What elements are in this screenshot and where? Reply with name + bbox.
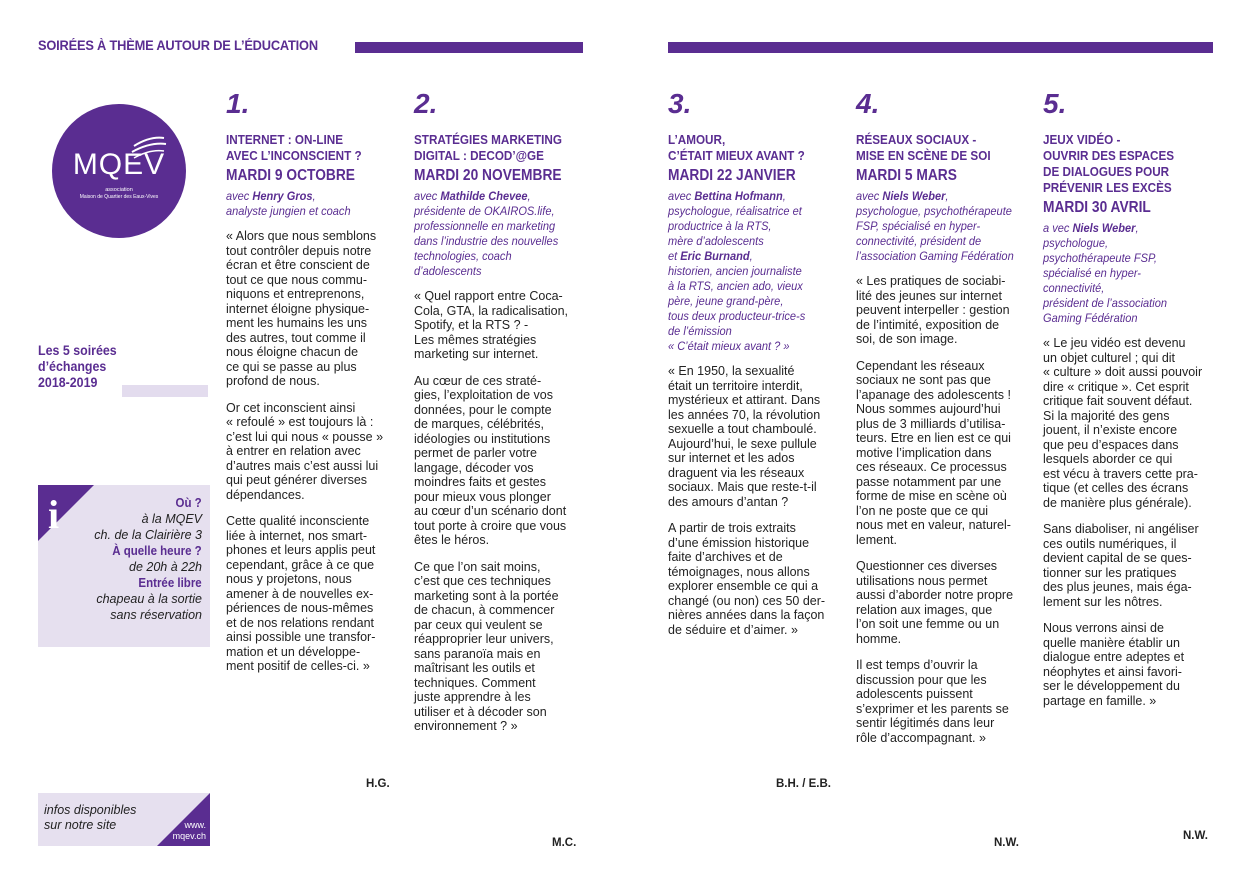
speaker-text: , analyste jungien et coach xyxy=(226,189,351,218)
description-paragraph: Ce que l’on sait moins, c’est que ces techniques marketing sont à la portée de chacun, à commencer par ceux qui veulent se réapproprier leur univers, sans paranoïa mais en maîtrisant les outils et techniques. Comment juste apprendre à les utiliser et à décoder son environnement ? » xyxy=(414,559,559,733)
info-line: chapeau à la sortie xyxy=(96,592,202,606)
info-line: Entrée libre xyxy=(138,576,202,590)
description-paragraph: A partir de trois extraits d’une émission historique faite d’archives et de témoignages, nous allons explorer ensemble ce qui a changé (ou non) ces 50 der- nières années dans la façon de séduire et d’aimer. » xyxy=(668,521,826,637)
logo-subtitle: association xyxy=(105,187,133,193)
season-title-line: 2018-2019 xyxy=(38,375,98,390)
website-box xyxy=(38,793,210,846)
event-topic-line: AVEC L’INCONSCIENT ? xyxy=(226,148,362,163)
season-title-line: d’échanges xyxy=(38,359,107,374)
info-line: à la MQEV xyxy=(141,512,202,526)
speaker-name: Niels Weber xyxy=(1072,221,1136,235)
event-speaker xyxy=(856,189,1020,264)
speaker-text: avec xyxy=(414,189,441,203)
event-date: MARDI 22 JANVIER xyxy=(668,167,796,184)
info-line: Où ? xyxy=(175,496,202,510)
event-topic-line: OUVRIR DES ESPACES xyxy=(1043,148,1175,163)
description-paragraph: Nous verrons ainsi de quelle manière établir un dialogue entre adeptes et néophytes et ainsi favori- ser le développement du partage en famille. » xyxy=(1043,621,1185,708)
event-description xyxy=(668,364,828,637)
website-link[interactable] xyxy=(173,820,206,842)
description-paragraph: « Les pratiques de sociabi- lité des jeunes sur internet peuvent interpeller : gestion de l’intimité, exposition de soi, de son image. xyxy=(856,274,1010,346)
speaker-text: , présidente de OKAIROS.life, professionnelle en marketing dans l’industrie des nouvelles technologies, coach d’adolescents xyxy=(414,189,559,278)
speaker-text: avec xyxy=(856,189,883,203)
speaker-name: Niels Weber xyxy=(882,189,946,203)
info-line: À quelle heure ? xyxy=(112,544,202,558)
description-paragraph: Sans diaboliser, ni angéliser ces outils numériques, il devient capital de se ques- tionner sur les pratiques des plus jeunes, mais éga- lement sur les nôtres. xyxy=(1043,522,1199,609)
event-topic xyxy=(414,132,585,164)
description-paragraph: « Le jeu vidéo est devenu un objet culturel ; qui dit « culture » doit aussi pouvoir dire « critique ». Cet esprit critique fait souvent défaut. Si la majorité des gens jouent, il n’existe encore que peu d’espaces dans lesquels aborder ce qui est vécu à travers cette pra- tique (et celles des écrans de manière plus générale). xyxy=(1043,336,1203,510)
speaker-text: , psychologue, psychothérapeute FSP, spécialisé en hyper- connectivité, président de l’association Gaming Fédération xyxy=(856,189,1014,263)
speaker-text: a vec xyxy=(1043,221,1073,235)
mqev-logo xyxy=(52,104,186,238)
info-lines xyxy=(94,495,202,623)
event-topic-line: JEUX VIDÉO - xyxy=(1043,132,1121,147)
author-initials: N.W. xyxy=(994,837,1019,849)
description-paragraph: Cependant les réseaux sociaux ne sont pas que l’apanage des adolescents ! Nous sommes aujourd’hui plus de 3 milliards d’utilisa- teurs. Etre en lien est ce qui motive l’implication dans ces réseaux. Ce processus passe notamment par une forme de mise en scène où l’on ne poste que ce qui nous met en valeur, naturel- lement. xyxy=(856,358,1011,547)
description-paragraph: « Quel rapport entre Coca- Cola, GTA, la radicalisation, Spotify, et la RTS ? - Les mêmes stratégies marketing sur internet. xyxy=(414,289,568,361)
description-paragraph: « En 1950, la sexualité était un territoire interdit, mystérieux et attirant. Dans les années 70, la révolution sexuelle a tout chamboulé. Aujourd’hui, le sexe pullule sur internet et les ados draguent via les réseaux sociaux. Mais que reste-t-il des amours d’antan ? xyxy=(668,364,821,509)
website-text-line: infos disponibles xyxy=(44,803,137,817)
website-text xyxy=(44,803,136,833)
event-topic-line: L’AMOUR, xyxy=(668,132,726,147)
info-icon: i xyxy=(48,492,60,537)
speaker-text: , psychologue, psychothérapeute FSP, spécialisé en hyper- connectivité, président de l’association Gaming Fédération xyxy=(1043,221,1167,325)
event-description xyxy=(1043,336,1203,708)
author-initials: B.H. / E.B. xyxy=(776,778,831,790)
event-topic xyxy=(668,132,839,164)
event-number: 5. xyxy=(1043,88,1067,119)
info-line: de 20h à 22h xyxy=(129,560,202,574)
event-number: 4. xyxy=(856,88,880,119)
author-initials: N.W. xyxy=(1183,830,1208,842)
info-box xyxy=(38,485,210,647)
event-topic-line: PRÉVENIR LES EXCÈS xyxy=(1043,180,1172,195)
description-paragraph: Questionner ces diverses utilisations nous permet aussi d’aborder notre propre relation aux images, que l’on soit une femme ou un homme. xyxy=(856,559,1014,646)
event-column-3 xyxy=(668,88,858,649)
event-description xyxy=(226,229,386,674)
info-line: sans réservation xyxy=(110,608,202,622)
event-topic-line: STRATÉGIES MARKETING xyxy=(414,132,562,147)
event-topic xyxy=(1043,132,1214,196)
season-bar xyxy=(122,385,208,397)
event-date: MARDI 9 OCTOBRE xyxy=(226,167,355,184)
speaker-text: avec xyxy=(226,189,253,203)
event-topic-line: RÉSEAUX SOCIAUX - xyxy=(856,132,977,147)
event-column-5 xyxy=(1043,88,1233,720)
description-paragraph: « Alors que nous semblons tout contrôler depuis notre écran et être conscient de tout ce que nous commu- niquons et entreprenons, internet éloigne physique- ment les humains les uns des autres, tout comme il nous éloigne chacun de ce qui se passe au plus profond de nous. xyxy=(226,229,377,388)
event-column-4 xyxy=(856,88,1046,757)
author-initials: H.G. xyxy=(366,778,390,790)
event-number: 1. xyxy=(226,88,250,119)
event-description xyxy=(414,289,574,734)
logo-subtitle-2: Maison de Quartier des Eaux-Vives xyxy=(79,194,159,200)
page-title: SOIRÉES À THÈME AUTOUR DE L’ÉDUCATION xyxy=(38,38,318,53)
header-bar-left xyxy=(355,42,583,53)
speaker-name: Eric Burnand xyxy=(680,249,750,263)
info-line: ch. de la Clairière 3 xyxy=(94,528,202,542)
event-date: MARDI 30 AVRIL xyxy=(1043,199,1151,216)
event-topic xyxy=(226,132,397,164)
speaker-text: , historien, ancien journaliste à la RTS, ancien ado, vieux père, jeune grand-père, tous deux producteur-trice-s de l’émission « C’était mieux avant ? » xyxy=(668,249,806,353)
speaker-name: Bettina Hofmann xyxy=(694,189,783,203)
speaker-text: avec xyxy=(668,189,695,203)
author-initials: M.C. xyxy=(552,837,577,849)
season-title-line: Les 5 soirées xyxy=(38,343,117,358)
event-topic-line: MISE EN SCÈNE DE SOI xyxy=(856,148,991,163)
season-title xyxy=(38,343,176,391)
website-text-line: sur notre site xyxy=(44,818,117,832)
event-topic xyxy=(856,132,1027,164)
event-number: 3. xyxy=(668,88,692,119)
event-date: MARDI 5 MARS xyxy=(856,167,957,184)
event-number: 2. xyxy=(414,88,438,119)
logo-text: MQEV xyxy=(72,148,166,181)
description-paragraph: Il est temps d’ouvrir la discussion pour que les adolescents puissent s’exprimer et les parents se sentir légitimés dans leur rôle d’accompagnant. » xyxy=(856,658,1009,745)
event-topic-line: DIGITAL : DECOD’@GE xyxy=(414,148,544,163)
event-description xyxy=(856,274,1016,745)
event-topic-line: C’ÉTAIT MIEUX AVANT ? xyxy=(668,148,805,163)
description-paragraph: Or cet inconscient ainsi « refoulé » est toujours là : c’est lui qui nous « pousse » à entrer en relation avec d’autres mais c’est aussi lui qui peut générer diverses dépendances. xyxy=(226,400,384,502)
speaker-name: Mathilde Chevee xyxy=(440,189,528,203)
header-bar-right xyxy=(668,42,1213,53)
speaker-name: Henry Gros xyxy=(252,189,313,203)
event-column-1 xyxy=(226,88,416,686)
event-speaker xyxy=(414,189,578,279)
event-topic-line: DE DIALOGUES POUR xyxy=(1043,164,1170,179)
description-paragraph: Au cœur de ces straté- gies, l’exploitation de vos données, pour le compte de marques, célébrités, idéologies ou institutions permet de parler votre langage, décoder vos moindres faits et gestes pour mieux vous plonger au cœur d’un scénario dont tout porte à croire que vous êtes le héros. xyxy=(414,373,567,547)
event-speaker xyxy=(668,189,832,354)
speaker-text: , psychologue, réalisatrice et productrice à la RTS, mère d’adolescents et xyxy=(668,189,802,263)
event-column-2 xyxy=(414,88,604,746)
event-speaker xyxy=(1043,221,1207,326)
event-topic-line: INTERNET : ON-LINE xyxy=(226,132,343,147)
info-corner xyxy=(38,485,94,541)
description-paragraph: Cette qualité inconsciente liée à internet, nos smart- phones et leurs applis peut cependant, grâce à ce que nous y projetons, nous amener à de nouvelles ex- périences de nous-mêmes et de nos relations rendant ainsi possible une transfor- mation et un développe- ment positif de celles-ci. » xyxy=(226,514,376,673)
website-url-line: mqev.ch xyxy=(172,831,206,841)
website-url-line: www. xyxy=(184,820,206,830)
event-speaker xyxy=(226,189,390,219)
event-date: MARDI 20 NOVEMBRE xyxy=(414,167,562,184)
